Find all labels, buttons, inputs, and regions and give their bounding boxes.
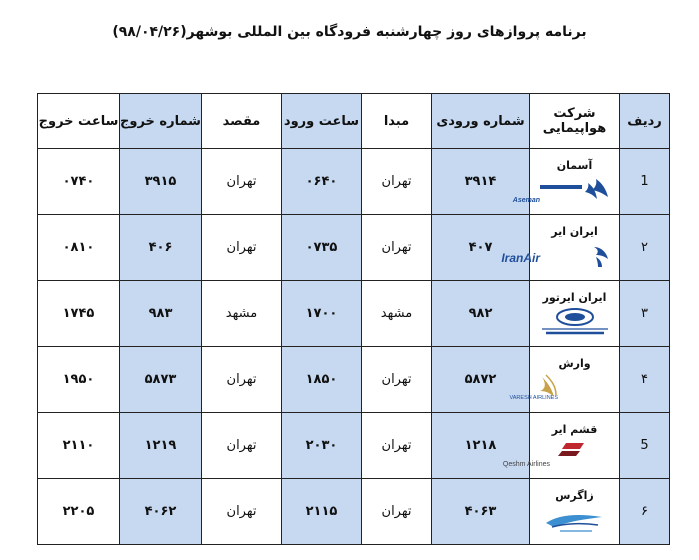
- destination: تهران: [202, 215, 282, 281]
- destination: تهران: [202, 149, 282, 215]
- row-number: 1: [620, 149, 670, 215]
- arrival-number: ۹۸۲: [432, 281, 530, 347]
- origin: تهران: [362, 479, 432, 545]
- page-title: برنامه پروازهای روز چهارشنبه فرودگاه بین المللی بوشهر(۹۸/۰۴/۲۶): [112, 24, 587, 40]
- header-arrival-number: شماره ورودی: [432, 94, 530, 149]
- airline-cell: [502, 413, 620, 479]
- airline-cell: [509, 347, 620, 413]
- iranairtour-logo-icon: [536, 307, 614, 337]
- departure-time: ۲۲۰۵: [38, 479, 120, 545]
- table-row: [38, 281, 670, 347]
- row-number: ۴: [620, 347, 670, 413]
- table-row: [38, 413, 670, 479]
- arrival-number: ۴۰۷: [432, 215, 530, 281]
- airline-cell: [530, 479, 620, 545]
- destination: مشهد: [202, 281, 282, 347]
- header-airline: شرکت هواپیمایی: [530, 94, 620, 149]
- row-number: ۳: [620, 281, 670, 347]
- arrival-time: ۲۱۱۵: [282, 479, 362, 545]
- departure-number: ۹۸۳: [120, 281, 202, 347]
- arrival-time: ۲۰۳۰: [282, 413, 362, 479]
- origin: مشهد: [362, 281, 432, 347]
- qeshmair-logo-icon: [502, 439, 614, 469]
- departure-number: ۴۰۶: [120, 215, 202, 281]
- airline-name: وارش: [558, 356, 591, 370]
- origin: تهران: [362, 413, 432, 479]
- departure-time: ۰۷۴۰: [38, 149, 120, 215]
- departure-time: ۱۹۵۰: [38, 347, 120, 413]
- airline-cell: [500, 215, 620, 281]
- varesh-logo-icon: [509, 373, 614, 403]
- departure-number: ۳۹۱۵: [120, 149, 202, 215]
- departure-time: ۲۱۱۰: [38, 413, 120, 479]
- svg-text:IranAir: IranAir: [500, 250, 540, 265]
- origin: تهران: [362, 215, 432, 281]
- table-header-row: [38, 94, 670, 149]
- svg-text:VARESH AIRLINES: VARESH AIRLINES: [509, 394, 558, 401]
- destination: تهران: [202, 413, 282, 479]
- airline-name: زاگرس: [555, 488, 594, 502]
- header-destination: مقصد: [202, 94, 282, 149]
- departure-number: ۱۲۱۹: [120, 413, 202, 479]
- airline-name: ایران ایر: [551, 224, 598, 238]
- table-row: [38, 215, 670, 281]
- svg-text:Aseman: Aseman: [512, 196, 540, 204]
- arrival-number: ۱۲۱۸: [432, 413, 530, 479]
- row-number: ۲: [620, 215, 670, 281]
- airline-cell: [512, 149, 620, 215]
- header-row-number: ردیف: [620, 94, 670, 149]
- airline-name: آسمان: [556, 158, 593, 172]
- arrival-time: ۱۷۰۰: [282, 281, 362, 347]
- origin: تهران: [362, 347, 432, 413]
- header-arrival-time: ساعت ورود: [282, 94, 362, 149]
- header-departure-time: ساعت خروج: [38, 94, 120, 149]
- flights-table: [37, 93, 670, 545]
- airline-name: قشم ایر: [551, 422, 598, 436]
- arrival-number: ۳۹۱۴: [432, 149, 530, 215]
- departure-time: ۰۸۱۰: [38, 215, 120, 281]
- header-departure-number: شماره خروج: [120, 94, 202, 149]
- table-row: [38, 149, 670, 215]
- iranair-logo-icon: [500, 241, 614, 271]
- table-row: [38, 347, 670, 413]
- airline-name: ایران ایرتور: [542, 290, 607, 304]
- destination: تهران: [202, 479, 282, 545]
- destination: تهران: [202, 347, 282, 413]
- departure-time: ۱۷۴۵: [38, 281, 120, 347]
- departure-number: ۴۰۶۲: [120, 479, 202, 545]
- origin: تهران: [362, 149, 432, 215]
- arrival-number: ۴۰۶۳: [432, 479, 530, 545]
- svg-text:Qeshm Airlines: Qeshm Airlines: [502, 460, 550, 468]
- airline-cell: [530, 281, 620, 347]
- arrival-time: ۱۸۵۰: [282, 347, 362, 413]
- departure-number: ۵۸۷۳: [120, 347, 202, 413]
- header-origin: مبدا: [362, 94, 432, 149]
- row-number: ۶: [620, 479, 670, 545]
- zagros-logo-icon: [536, 505, 614, 535]
- aseman-logo-icon: [512, 175, 614, 205]
- arrival-number: ۵۸۷۲: [432, 347, 530, 413]
- arrival-time: ۰۶۴۰: [282, 149, 362, 215]
- row-number: 5: [620, 413, 670, 479]
- arrival-time: ۰۷۳۵: [282, 215, 362, 281]
- table-row: [38, 479, 670, 545]
